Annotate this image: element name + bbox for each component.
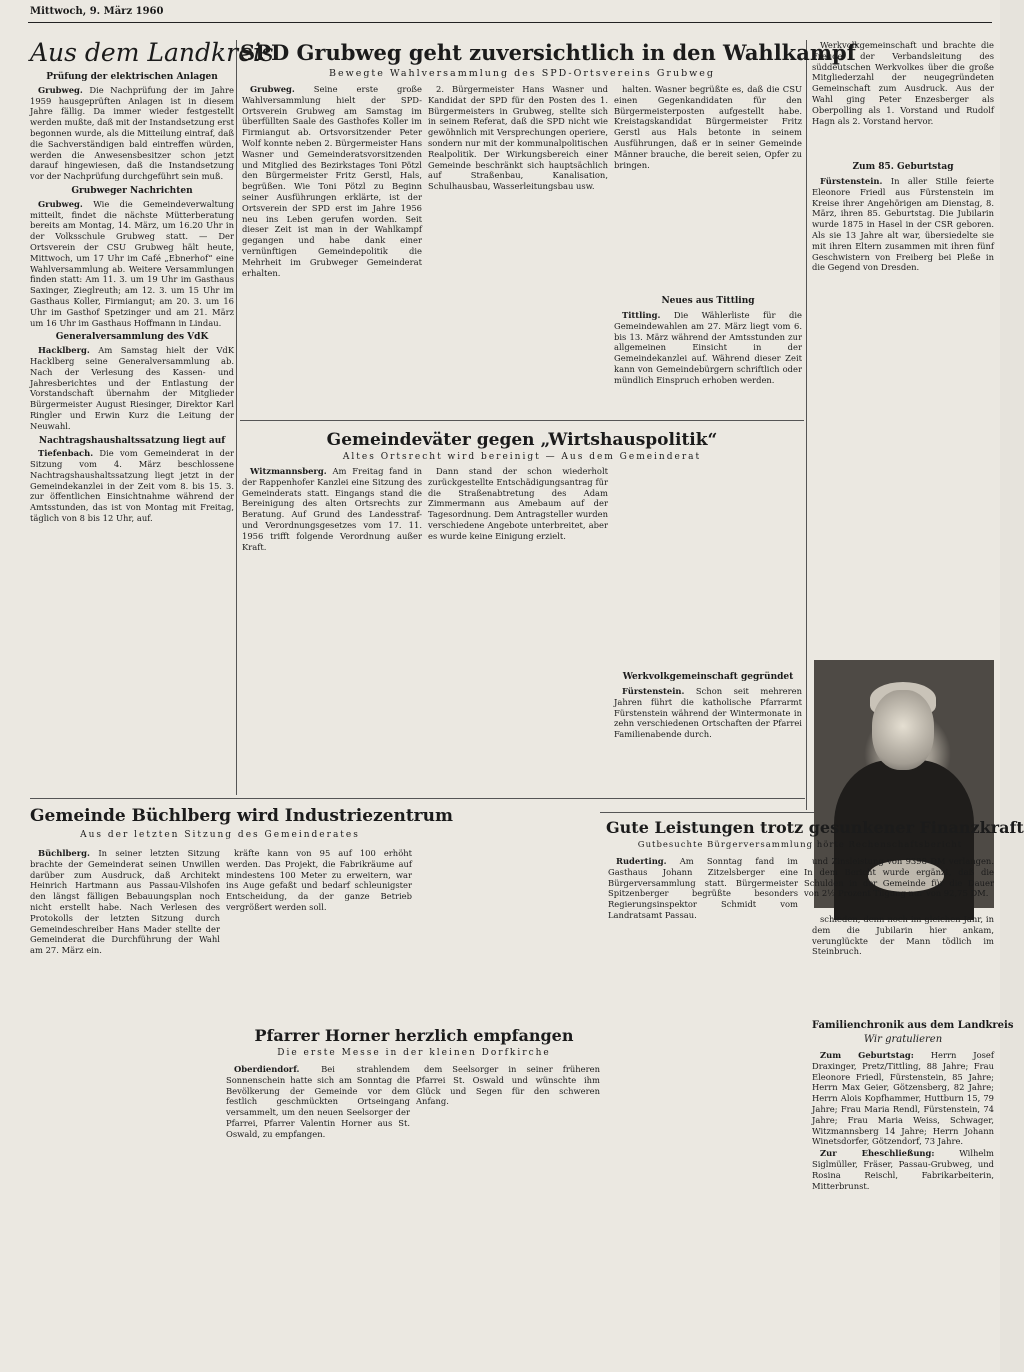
werkvolk-heading: Werkvolkgemeinschaft gegründet <box>622 672 794 682</box>
horner-headline: Pfarrer Horner herzlich empfangen <box>254 1026 574 1045</box>
birthday-heading: Zum 85. Geburtstag <box>852 162 954 172</box>
article-text: Am Sonntag fand im Gasthaus Johann Zitzelsberger eine Bürgerversammlung statt. Bürgermeister Spitzenberger begrüßte besonders Regierungsinspektor Schmidt vom Landratsamt Passau. <box>608 856 798 920</box>
column-rule <box>806 40 807 810</box>
werkvolk-continuation <box>812 40 994 155</box>
section-heading: Generalversammlung des VdK <box>55 332 209 343</box>
finanzkraft-subtitle: Gutbesuchte Bürgerversammlung hörte Rechenschaftsbericht <box>637 840 963 850</box>
familienchronik-subheading: Wir gratulieren <box>863 1034 943 1045</box>
horner-subtitle: Die erste Messe in der kleinen Dorfkirche <box>277 1048 551 1058</box>
buechlberg-subtitle: Aus der letzten Sitzung des Gemeinderates <box>80 830 360 840</box>
spd-headline: SPD Grubweg geht zuversichtlich in den Wahlkampf <box>240 40 856 65</box>
place-name: Grubweg. <box>38 84 83 95</box>
place-name: Witzmannsberg. <box>250 466 327 476</box>
spd-column-1 <box>242 84 422 414</box>
top-rule <box>28 22 992 23</box>
place-name: Ruderting. <box>616 856 667 866</box>
article-text: und Zinsleistung von 9398 DM verlangen. In dem Bericht wurde ergänzt, daß die Schulden in der Gemeinde für die Dauer von 2½ Prozent Tilgung nur von 92,75 DM. <box>804 856 994 899</box>
article-text: Bei strahlendem Sonnenschein hatte sich am Sonntag die Bevölkerung der Gemeinde vor dem festlich geschmückten Ortseingang versammelt, um den neuen Seelsorger der Pfarrei, Pfarrer Valentin Horner aus St. Oswald, zu empfangen. <box>226 1064 410 1139</box>
place-name: Tittling. <box>622 310 661 320</box>
gemeindevaeter-column-2 <box>428 466 608 791</box>
horner-column-2 <box>416 1064 600 1364</box>
article-text: Wilhelm Siglmüller, Fräser, Passau-Grubweg, und Rosina Reischl, Fabrikarbeiterin, Mitterbrunst. <box>812 1148 994 1191</box>
place-name: Büchlberg. <box>38 848 90 858</box>
landkreis-title: Aus dem Landkreis <box>30 38 274 67</box>
article-text: Schon seit mehreren Jahren führt die katholische Pfarrarmt Fürstenstein während der Wintermonate in zehn verschiedenen Ortschaften der Pfarrei Familienabende durch. <box>614 686 802 740</box>
place-name: Oberdiendorf. <box>234 1064 300 1074</box>
section-heading: Prüfung der elektrischen Anlagen <box>46 72 218 82</box>
horner-column-1 <box>226 1064 410 1364</box>
place-name: Grubweg. <box>250 84 295 94</box>
article-text: dem Seelsorger in seiner früheren Pfarrei St. Oswald und wünschte ihm Glück und Segen für den schweren Anfang. <box>416 1064 600 1107</box>
article-text: Werkvolkgemeinschaft und brachte die Freude der Verbandsleitung des süddeutschen Werkvolkes über die große Mitgliederzahl der neugegründeten Gemeinschaft zum Ausdruck. Aus der Wahl ging Peter Enzesberger als Oberpolling als 1. Vorstand und Rudolf Hagn als 2. Vorstand hervor. <box>812 40 994 126</box>
finanzkraft-headline: Gute Leistungen trotz gesunkener Finanzkraft <box>606 818 1024 837</box>
finanzkraft-column-1 <box>608 856 798 1364</box>
birthday-article <box>812 176 994 654</box>
place-name: Fürstenstein. <box>820 176 883 186</box>
place-name: Grubweg. <box>38 198 83 209</box>
tittling-article <box>614 310 802 650</box>
label: Zur Eheschließung: <box>820 1148 935 1159</box>
place-name: Tiefenbach. <box>38 448 94 459</box>
buechlberg-column-2 <box>226 848 412 1018</box>
article-text: Die vom Gemeinderat in der Sitzung vom 4. März beschlossene Nachtragshaushaltssatzung liegt jetzt in der Gemeindekanzlei in der Zeit vom 8. bis 15. 3. zur öffentlichen Einsichtnahme während der Amtsstunden, das ist von Montag mit Freitag, täglich von 8 bis 12 Uhr, auf. <box>30 448 234 524</box>
place-name: Fürstenstein. <box>622 686 685 696</box>
section-heading: Nachtragshaushaltssatzung liegt auf <box>38 435 226 446</box>
article-text: 2. Bürgermeister Hans Wasner und Kandidat der SPD für den Posten des 1. Bürgermeisters in Grubweg, stellte sich in seinem Referat, daß die SPD nicht wie gewöhnlich mit Versprechungen operiere, sondern nur mit der kommunalpolitischen Realpolitik. Der Wirkungsbereich einer Gemeinde beschränkt sich hauptsächlich auf Straßenbau, Kanalisation, Schulhausbau, Wasserleitungsbau usw. <box>428 84 608 192</box>
dateline: Mittwoch, 9. März 1960 <box>30 6 164 17</box>
article-text: Die Wählerliste für die Gemeindewahlen am 27. März liegt vom 6. bis 13. März während der Amtsstunden zur allgemeinen Einsicht in der Gemeindekanzlei auf. Während dieser Zeit kann von Gemeindebürgern schriftlich oder mündlich Einspruch erhoben werden. <box>614 310 802 385</box>
familienchronik-heading: Familienchronik aus dem Landkreis <box>812 1020 1014 1031</box>
spd-column-3 <box>614 84 802 284</box>
article-text: Dann stand der schon wiederholt zurückgestellte Entschädigungsantrag für die Straßenabtretung des Adam Zimmermann aus Amebaum auf der Tagesordnung. Dem Antragsteller wurden verschiedene Angebote unterbreitet, aber es wurde keine Einigung erzielt. <box>428 466 608 541</box>
article-text: Wie die Gemeindeverwaltung mitteilt, findet die nächste Mütterberatung bereits am Montag, 14. März, um 16.20 Uhr in der Volksschule Grubweg statt. — Der Ortsverein der CSU Grubweg hält heute, Mittwoch, um 17 Uhr im Café „Ebnerhof“ eine Wahlversammlung ab. Weitere Versammlungen finden statt: Am 11. 3. um 19 Uhr im Gasthaus Saxinger, Zieglreuth; am 12. 3. um 15 Uhr im Gasthaus Koller, Firmiangut; am 20. 3. um 16 Uhr im Gasthof Spetzinger und am 21. März um 16 Uhr im Gasthaus Hoffmann in Lindau. <box>30 198 234 328</box>
article-text: Seine erste große Wahlversammlung hielt der SPD-Ortsverein Grubweg am Samstag im überfüllten Saale des Gasthofes Koller im Firmiangut ab. Ortsvorsitzender Peter Wolf konnte neben 2. Bürgermeister Hans Wasner und Gemeinderatsvorsitzenden und Mitglied des Bezirkstages Toni Pötzl den Bürgermeister Fritz Gerstl, Hals, begrüßen. Wie Toni Pötzl zu Beginn seiner Ausführungen erklärte, ist der Ortsverein der SPD erst im Jahre 1956 neu ins Leben gerufen worden. Seit dieser Zeit ist man in der Wahlkampf gegangen und habe dank einer vernünftigen Gemeindepolitik die Mehrheit im Grubweger Gemeinderat erhalten. <box>242 84 422 278</box>
section-heading: Grubweger Nachrichten <box>71 185 193 196</box>
label: Zum Geburtstag: <box>820 1050 914 1060</box>
gemeindevaeter-subtitle: Altes Ortsrecht wird bereinigt — Aus dem Gemeinderat <box>342 452 702 462</box>
article-text: In seiner letzten Sitzung brachte der Gemeinderat seinen Unwillen darüber zum Ausdruck, daß Architekt Heinrich Hartmann aus Passau-Vilshofen den längst fälligen Bebauungsplan noch nicht erstellt habe. Nach Verlesen des Protokolls der letzten Sitzung durch Gemeindeschreiber Hans Mader stellte der Gemeinderat die Durchführung der Wahl am 27. März ein. <box>30 848 220 956</box>
gemeindevaeter-headline: Gemeindeväter gegen „Wirtshauspolitik“ <box>326 430 718 450</box>
finanzkraft-column-2 <box>804 856 994 1016</box>
werkvolk-article <box>614 686 802 794</box>
familienchronik-text <box>812 1050 994 1191</box>
buechlberg-headline: Gemeinde Büchlberg wird Industriezentrum <box>30 806 453 826</box>
column-rule <box>236 40 237 795</box>
article-text: Am Freitag fand in der Rappenhofer Kanzlei eine Sitzung des Gemeinderats statt. Eingangs stand die Bereinigung des alten Ortsrechts zur Beratung. Auf Grund des Landesstraf- und Verordnungsgesetzes vom 17. 11. 1956 trifft folgende Verordnung außer Kraft. <box>242 466 422 552</box>
article-text: Am Samstag hielt der VdK Hacklberg seine Generalversammlung ab. Nach der Verlesung des Kassen- und Jahresberichtes und der Entlastung der Vorstandschaft übernahm der Mitglieder Bürgermeister August Riesinger, Direktor Karl Ringler und Erwin Kurz die Leitung der Neuwahl. <box>30 345 234 431</box>
article-text: Herrn Josef Draxinger, Pretz/Tittling, 88 Jahre; Frau Eleonore Friedl, Fürstenstein, 85 Jahre; Herrn Max Geier, Götzensberg, 82 Jahre; Herrn Alois Kopfhammer, Huttburn 15, 79 Jahre; Frau Maria Rendl, Fürstenstein, 74 Jahre; Frau Maria Weiss, Schwager, Witzmannsberg 14 Jahre; Herrn Johann Winetsdorfer, Götzendorf, 73 Jahre. <box>812 1050 994 1147</box>
landkreis-column <box>30 70 234 795</box>
tittling-heading: Neues aus Tittling <box>661 296 755 306</box>
article-text: In aller Stille feierte Eleonore Friedl aus Fürstenstein im Kreise ihrer Angehörigen am Dienstag, 8. März, ihren 85. Geburtstag. Die Jubilarin wurde 1875 in Hasel in der CSR geboren. Als sie 13 Jahre alt war, übersiedelte sie mit ihren Eltern zusammen mit ihren fünf Geschwistern von Freiberg bei Pleße in die Gegend von Dresden. <box>812 176 994 273</box>
spd-subtitle: Bewegte Wahlversammlung des SPD-Ortsvereins Grubweg <box>328 68 715 79</box>
article-text: halten. Wasner begrüßte es, daß die CSU einen Gegenkandidaten für den Bürgermeisterposten aufgestellt habe. Kreistagskandidat Bürgermeister Fritz Gerstl aus Hals betonte in seinem Ausführungen, daß er in seiner Gemeinde Männer brauche, die bereit seien, Opfer zu bringen. <box>614 84 802 170</box>
article-text: schieden, denn noch im gleichen Jahr, in dem die Jubilarin hier ankam, verunglückte der Mann tödlich im Steinbruch. <box>812 914 994 957</box>
article-text: kräfte kann von 95 auf 100 erhöht werden. Das Projekt, die Fabrikräume auf mindestens 100 Meter zu erweitern, war ins Auge gefaßt und bedarf schleunigster Entscheidung, da der ganze Betrieb vergrößert werden soll. <box>226 848 412 912</box>
gemeindevaeter-column-1 <box>242 466 422 791</box>
place-name: Hacklberg. <box>38 345 90 356</box>
spd-column-2 <box>428 84 608 414</box>
buechlberg-column-1 <box>30 848 220 1363</box>
article-text: Die Nachprüfung der im Jahre 1959 hausgeprüften Anlagen ist in diesem Jahre fällig. Da immer wieder festgestellt werden mußte, daß mit der Instandsetzung erst begonnen wurde, als die Mitteilung eintraf, daß die Sachverständigen bald eintreffen würden, werden die Anwesensbesitzer schon jetzt darauf hingewiesen, daß die Instandsetzung vor der Nachprüfung durchgeführt sein muß. <box>30 84 234 182</box>
section-rule <box>30 798 805 799</box>
